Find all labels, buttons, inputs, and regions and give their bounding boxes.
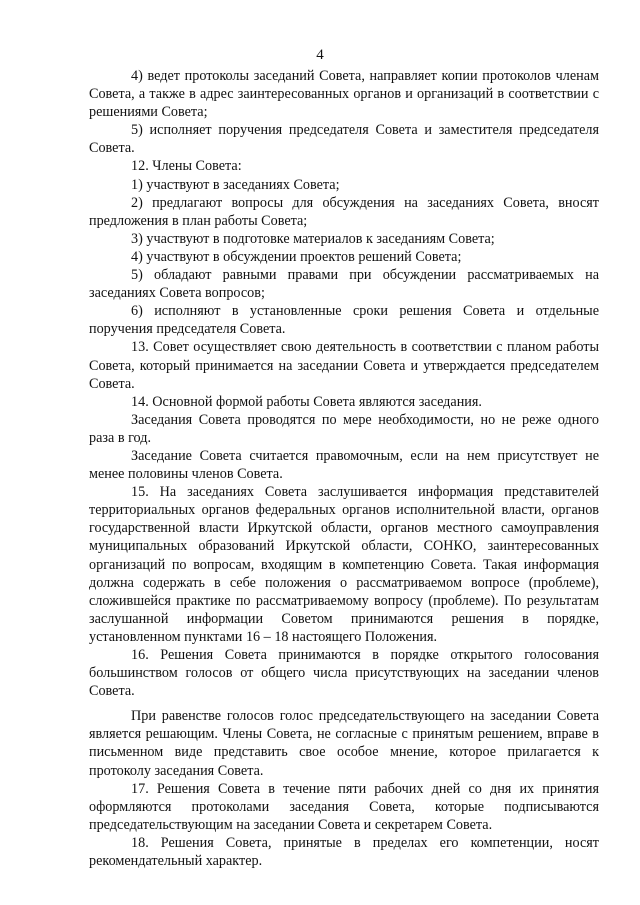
paragraph-item-3-materials: 3) участвуют в подготовке материалов к заседаниям Совета; bbox=[131, 230, 495, 247]
paragraph-section-15: 15. На заседаниях Совета заслушивается информация представителей территориальных органов федеральных органов исполнительной власти, органов государственной власти Иркутской области, органов местного самоуправления муниципальных образований Иркутской области, СОНКО, заинтересованных организаций по вопросам, входящим в компетенцию Совета. Такая информация должна содержать в себе положения о рассматриваемом вопросе (проблеме), сложившейся практике по рассматриваемому вопросу (проблеме). По результатам заслушанной информации Советом принимаются решения в порядке, установленном пунктами 16 – 18 настоящего Положения. bbox=[89, 484, 599, 645]
paragraph-tie-vote: При равенстве голосов голос председательствующего на заседании Совета является решающим. Члены Совета, не согласные с принятым решением, вправе в письменном виде представить свое особое мнение, которое прилагается к протоколу заседания Совета. bbox=[89, 708, 599, 779]
paragraph-item-1-participate: 1) участвуют в заседаниях Совета; bbox=[131, 176, 340, 193]
page-number: 4 bbox=[316, 47, 324, 63]
paragraph-item-2-propose: 2) предлагают вопросы для обсуждения на заседаниях Совета, вносят предложения в план работы Совета; bbox=[89, 194, 599, 229]
paragraph-section-12: 12. Члены Совета: bbox=[131, 158, 242, 175]
document-body bbox=[89, 67, 599, 870]
paragraph-section-16: 16. Решения Совета принимаются в порядке открытого голосования большинством голосов от общего числа присутствующих на заседании членов Совета. bbox=[89, 647, 599, 700]
paragraph-section-13: 13. Совет осуществляет свою деятельность в соответствии с планом работы Совета, который принимается на заседании Совета и утверждается председателем Совета. bbox=[89, 339, 599, 392]
paragraph-section-18: 18. Решения Совета, принятые в пределах его компетенции, носят рекомендательный характер. bbox=[89, 834, 599, 870]
paragraph-section-14: 14. Основной формой работы Совета являются заседания. bbox=[131, 393, 482, 410]
paragraph-item-4-protocols: 4) ведет протоколы заседаний Совета, направляет копии протоколов членам Совета, а также в адрес заинтересованных органов и организаций в соответствии с решениями Совета; bbox=[89, 68, 599, 121]
paragraph-quorum: Заседание Совета считается правомочным, если на нем присутствует не менее половины членов Совета. bbox=[89, 447, 599, 483]
paragraph-item-5-instructions: 5) исполняет поручения председателя Совета и заместителя председателя Совета. bbox=[89, 122, 599, 157]
paragraph-section-17: 17. Решения Совета в течение пяти рабочих дней со дня их принятия оформляются протоколами заседания Совета, которые подписываются председательствующим на заседании Совета и секретарем Совета. bbox=[89, 780, 599, 833]
paragraph-item-6-execute: 6) исполняют в установленные сроки решения Совета и отдельные поручения председателя Совета. bbox=[89, 303, 599, 338]
paragraph-item-4-discussion: 4) участвуют в обсуждении проектов решений Совета; bbox=[131, 248, 462, 265]
paragraph-meeting-frequency: Заседания Совета проводятся по мере необходимости, но не реже одного раза в год. bbox=[89, 411, 599, 446]
paragraph-item-5-rights: 5) обладают равными правами при обсуждении рассматриваемых на заседаниях Совета вопросов; bbox=[89, 267, 599, 302]
